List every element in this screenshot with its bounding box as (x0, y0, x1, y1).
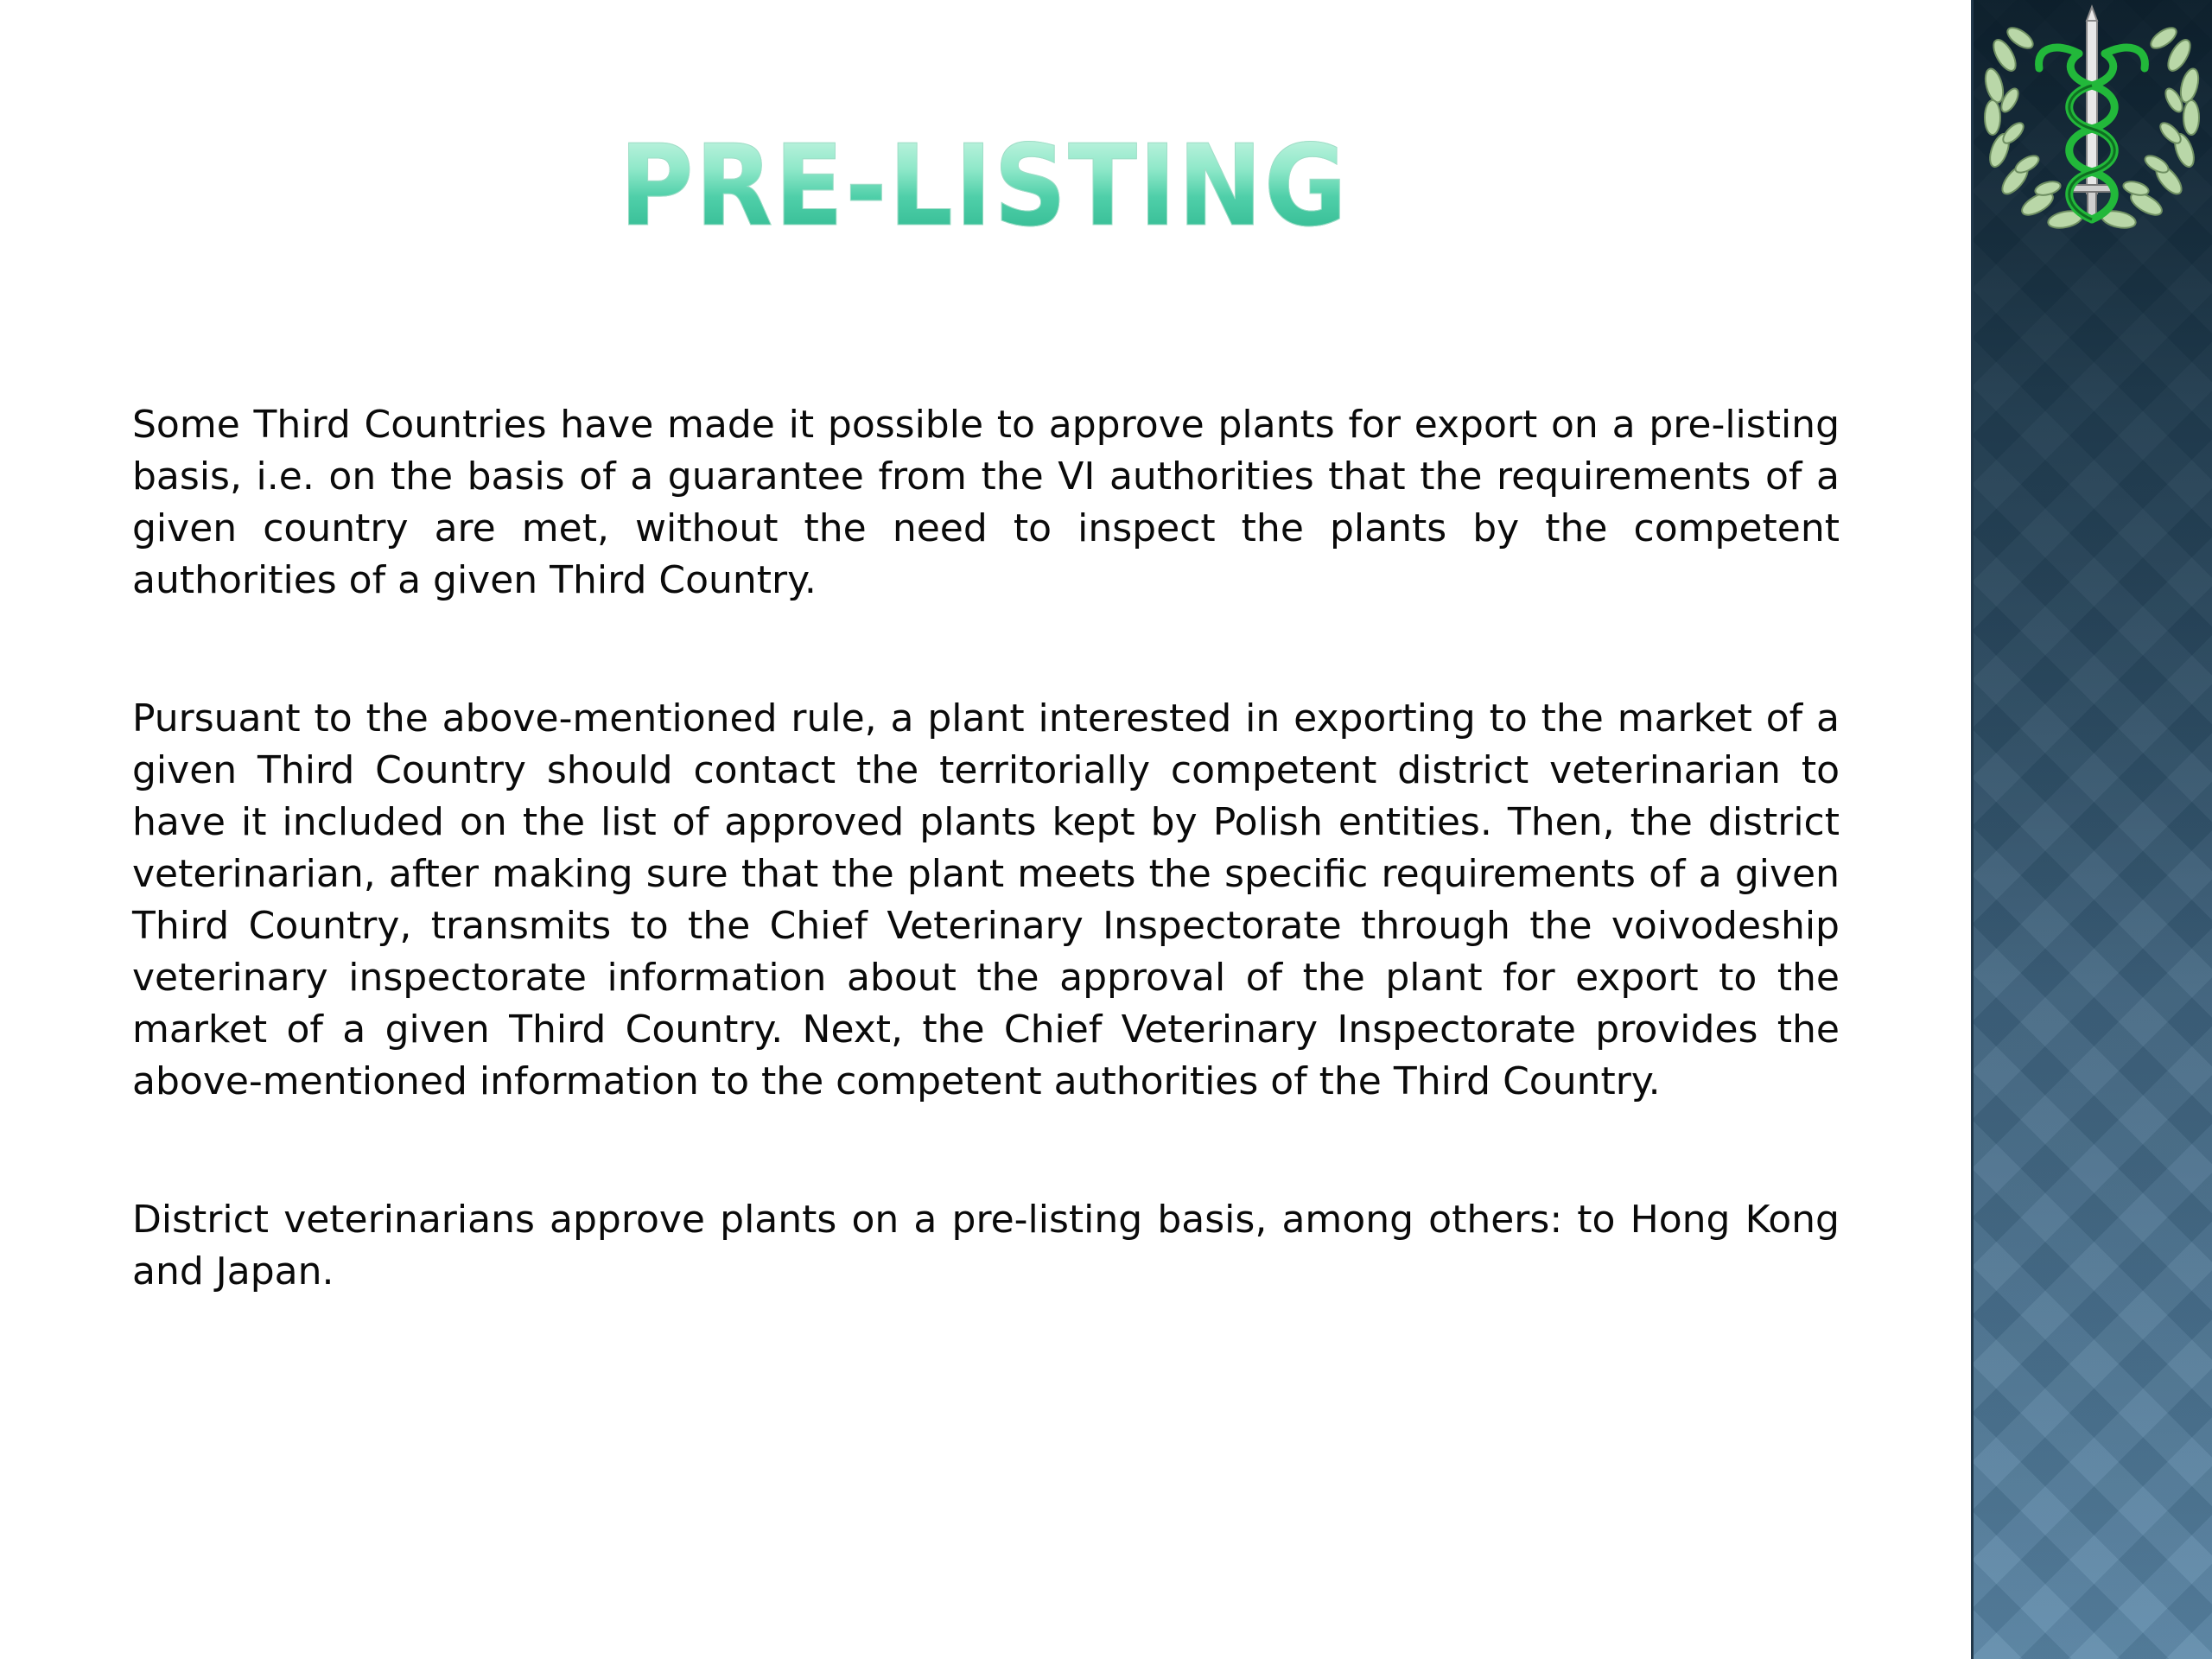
paragraph-2: Pursuant to the above-mentioned rule, a plant interested in exporting to the market of a given Third Country should contact the territorially competent district veterinarian to have it included on the list of approved plants kept by Polish entities. Then, the district veterinarian, after making sure that the plant meets the specific requirements of a given Third Country, transmits to the Chief Veterinary Inspectorate through the voivodeship veterinary inspectorate information about the approval of the plant for export to the market of a given Third Country. Next, the Chief Veterinary Inspectorate provides the above-mentioned information to the competent authorities of the Third Country. (132, 696, 1840, 1103)
slide-title: PRE-LISTING (619, 120, 1349, 251)
veterinary-emblem-icon (1975, 3, 2209, 240)
slide-body (132, 399, 1840, 1384)
paragraph-3: District veterinarians approve plants on a pre-listing basis, among others: to Hong Kong and Japan. (132, 1198, 1840, 1294)
paragraph-1: Some Third Countries have made it possible to approve plants for export on a pre-listing basis, i.e. on the basis of a guarantee from the VI authorities that the requirements of a given country are met, without the need to inspect the plants by the competent authorities of a given Third Country. (132, 403, 1840, 602)
decorative-sidebar (1971, 0, 2212, 1659)
